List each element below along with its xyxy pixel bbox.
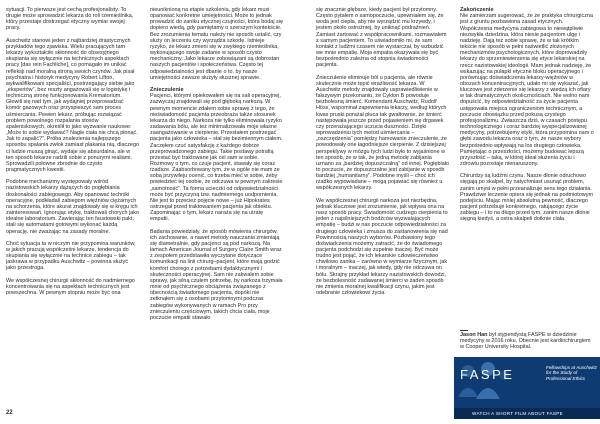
text-column-4 bbox=[460, 7, 594, 327]
paragraph: Znieczulenie eliminuje ból u pacjenta, ale równie skutecznie może tępić wrażliwość lekarza. W Auschwitz metody znajdowały usprawiedliwienie w fałszywym przekonaniu, że Cyklon B powoduje bezbolesną śmierć. Komendant Auschwitz, Rudolf Höss, wspominał zapewnienia lekarzy, według których kwas pruski porażał płuca tak gwałtownie, że śmierć następowała jeszcze przed pojawieniem się drgawek czy przerażającego uczucia duszności. Dzięki wprowadzeniu tych metod uśmiercania – „oszczędzenia” pomiędzy hamowanie znieczulenie, że powodowały one łagodniejsze cierpienie. Z dzisiejszej perspektywy w mózgu tych ludzi było to wyjaśnione w ten sposób, że w tak, że jedną metodę zabijania uznano za „bardziej dopuszczalną” od innej. Pogłębiało to poczucie, że dopuszczalne jest zabijanie w sposób bardziej „humanitarny”. Podobne myśli – choć ich rzadko wypowiadane – mogą pojawiać się również u współczesnych lekarzy. bbox=[316, 74, 449, 192]
paragraph: Podobne mechanizmy występowały wśród nazistowskich lekarzy dążących do pogłębiania doskonałości zabiegowego. Aby opanować techniki operacyjne, podkładali zabiegom więźniów ciężarnych na schorzenia, które akurat znajdowały się w kręgu ich zainteresowań. Ignorując etykę, traktowali chorych jako idealne laboratorium. Zawierając ten faustowski pakt, stali się automatami gotowymi wykonać każdą operację, nie zważając na zasady moralne. bbox=[6, 179, 139, 235]
paragraph: Choć sytuacja ta w niczym nie przypomina warunków, w jakich pracują współcześni lekarze, tendencja do skupiania się wyłącznie na technice zabiegu – tak jaskrawa w przypadku Auschwitz – powinna służyć jako przestroga. bbox=[6, 240, 136, 272]
paragraph: sytuacji. To pierwsze jest cechą profesjonalisty. To drugie może sprowadzić lekarza do roli rzemieślnika, który przestaje dostrzegać etyczny wymiar swojej pracy. bbox=[6, 7, 134, 32]
author-name: Jason Han bbox=[460, 332, 488, 338]
bio-divider bbox=[460, 330, 468, 331]
text-column-1 bbox=[6, 7, 139, 411]
paragraph: We współczesnej chirurgii skłonność do nadmiernego koncentrowania się na aspektach technicznych jest powszechna. W pewnym stopniu może być ona bbox=[6, 277, 135, 296]
faspe-banner[interactable] bbox=[454, 357, 600, 419]
watch-film-link[interactable]: WATCH A SHORT FILM ABOUT FASPE bbox=[454, 408, 600, 419]
paragraph: Auschwitz stanowi jeden z najbardziej drastycznych przykładów tego zjawiska. Wielu pracujących tam lekarzy wykształciło skłonność do obsesyjnego skupiania się wyłącznie na technicznych aspektach pracy [das rein Fachliche], co pomagało im unikać refleksji nad moralną stroną swoich czynów. Jak pisał psychiatra i historyk medycyny Robert Lifton, wykwalifikowani specjaliści, postrzegający siebie jako „ekspertów”, bez reszty angażowali się w logistykę i techniczną stronę funkcjonowania Krematorium. Głowili się nad tym, jak wydajniej przeprowadzać komór gazowych oraz przyspieszyć sam proces uśmiercania. Pewien lekarz, próbując rozwiązać problem powolnego rozpalania stosów spaleniskowych, określił to jako wyzwanie naukowe: „Może to sobie wydawać? Nagie ciała nie chcą płonąć. Jak to zapalić?”. Próba znalezienia najlepszego sposobu spalania zwłok zamiast płakania nią, dlaczego ci ludzie muszą ginąć, wydaje się absurdalna, ale w ten sposób lekarze radzili sobie z ponurymi realiami. Sprowadzili połowne zbrodnie do czysto pragmatycznych kwestii. bbox=[6, 37, 139, 173]
text-column-3 bbox=[316, 7, 449, 411]
text-column-2 bbox=[150, 7, 283, 411]
author-bio-text: był stypendystą FASPE w dziedzinie medycyny w 2016 roku. Obecnie jest kardiochirurgiem w Cooper University Hospital. bbox=[460, 332, 591, 351]
paragraph: Nie zamierzam sugerować, że że praktyka chirurgiczna jest z gruntu pozbawiona zasad etycznych. Współczesna medycyna zabiegowa to niewątpliwie niezwykła dziedzina, która niesie pacjentom ulgę i nadzieję. Dają też sobie sprawę, że w tak krótkim tekście nie sposób w pełni naświetlić złożonych mechanizmów psychologicznych, które doprowadziły lekarzy do sprzeniewierzenia się etyce lekarskiej na rzecz nazistowskiej ideologii. Mam jednak nadzieję, że wskazując na pułapki etyczne bloku operacyjnego i porównując doświadczenia lekarzy-więźniów w obozach koncentracyjnych, udało mi się wykazać, jak kluczowe jest zderzenie się lekarzy z wiedzą ich ofiary w tak dramatycznych okolicznościach. Nie wolno nam dopuścić, by odpowiedzialność za życie pacjenta ustępowała miejsca ograniczeniom technicznym, a poczucie obowiązku przed pokusą czystego profesjonalizmu. Zwłaszcza dziś, w czasach postępu technologicznego i coraz bardziej wyspecjalizowanej medycyny, potrzebujemy etyki, która przypomina nam o głębi zawodu lekarza oraz o tym, że nasze wybory bezpośrednio wpływają na los drugiego człowieka. Pamiętając o przeszłości, możemy budować lepszą przyszłość – taką, w której ideał służenia życiu i zdrowiu pozostaje nienaruszony. bbox=[460, 13, 594, 168]
people-silhouette-icon bbox=[454, 357, 515, 409]
paragraph: się znacznie głębsze, kiedy pacjent był przytomny. Często pytałem o samopoczucie, upewniałem się, że woda jest ciepła, aby nie wyrządzić mu krzywdy, i jestem około ostrożniej, by uniknąć podrażnień. Zamiast żartować z współpracownikami, rozmawiałem z samym pacjentem. To uświadomiło mi, że sam kontakt z ludźmi czasem nie wystarczał, by wzbudzić we mnie empatię. Moja empatia okazywała się być bezpośrednio zależna od stopnia świadomości pacjenta. bbox=[316, 7, 447, 69]
faspe-tagline: Fellowships at Auschwitz for the Study of Professional Ethics bbox=[546, 365, 597, 381]
author-bio bbox=[460, 332, 594, 350]
section-heading-znieczulenie: Znieczulenie bbox=[150, 86, 184, 93]
page-number: 22 bbox=[6, 410, 13, 416]
faspe-logo: FASPE bbox=[460, 367, 515, 382]
paragraph: Chirurdzy są ludźmi czynu. Nasze dłonie odruchowo sięgają po skalpel, by natychmiast usunąć problem, zanim umysł w pełni przeanalizuje sens tego działania. Prawdziwe leczenie opiera się jednak na podmiotowym podejściu. Mając mniej absolutną pewność, dlaczego pacjent potrzebuje konkretnego, ratującego życie zabiegu – i to na długo przed tym, zanim nasze dłonie sięgną kiedyś, a ostra skalpeli dotknie ciała. bbox=[460, 173, 593, 223]
paragraph: Badania powiedziały, że sposób mówienia chirurgów, ich zachowanie, a nawet metody nauczania zmieniają się diametralnie, gdy pacjenci są pod narkozą. Na łamach American Journal of Surgery Claire Smith wraz z zespołem przedstawiła wyczytane dotyczące komunikacji na linii chirurg–pacjent, które mają godzić komfort chorego z potrzebami dydaktycznymi i skuteczności operacyjnej. Sam nie zakwalem sobie sprawy, jak silną czułem potrzebę, by narkoza trzymała mnie od psychicznego obciążenia związanego z obecnością świadomego pacjenta, dopóki nie zetknąłem się z osobami przytomnymi podczas zabiegów wykonywanych w ramach Pro przy znieczuleniu częściowym, takich chcia ciała, moje poczucie empatii stawało bbox=[150, 228, 283, 321]
paragraph: nieuniknioną na etapie szkolenia, gdy lekarz musi opanować konkretne umiejętności. Może to jednak prowadzić do zaniku etycznej czujności, która bodaj się dopiero wiedą, gdy pamiętamy o szerszym kontekście. Bez zrozumienia tematu należy nie sposób ustalić, czy służy on leczeniu czy wyrządza szkodę. Istnieje ryzyko, że lekarz zmieni się w zwykłego rzemieślnika, wykonującego swoje zadanie w sposób czysto mechaniczny. Jako lekarze zobowiązani są dobrostan naszych pacjentów i społeczeństwa. Często tej odpowiedzialności jest dbanie o to, by nasze umiejętności zawsze służyły słusznej sprawie. bbox=[150, 7, 283, 81]
paragraph: We współczesnej chirurgii narkoza jest niezbędna, jednak kluczowe jest zrozumienie, jak wpływa ona na nasz sposób pracy. Świadomość cudzego cierpienia to jeden z najsilniejszych bodźców wyzwalających empatię – budzi w nas poczucie odpowiedzialności za drugiego człowieka i zmusza do zastanowienia się nad Powinnością naszych wyborów. Pozbawiony tego doświadczenia możemy zatracić, że do świadomego pacjenta podchodzi się zupełnie inaczej. Być może trudno jest pojąć, że ich lekarskie człowieczeństwo chwilowo zanika – zarówno w wymiarze fizycznym, jak i moralnym – inaczej, jak wtedy, gdy nie odczuwa on bólu. Skrajny przykład lekarzy nazistowskich dowodzi, że bezbolesność zadawanej śmierci w żaden sposób nie zmienia moralnej kwalifikacji czynu, jakim jest odebranie człowiekowi życia. bbox=[316, 197, 448, 297]
paragraph: Pacjenci, którymi opiekowałem się na sali operacyjnej, zazwyczaj znajdowali się pod głęboką narkozą. W pewnym momencie zdałem sobie sprawę z tego, że nieświadomość pacjenta przeobraża także stosunek lekarza do niego. Narkoza nie tylko eliminowała ryzyko zadawania bólu, ale też minimalizowała moje własne zaangażowanie w cierpienie. Przestałem postrzegać pacjenta jako człowieka – stał się bezimiennym ciałem. Zaczęłem czuć satysfakcję z każdego dobrze przeprowadzonego zabiegu. Takie postawy potrafią przestać być traktowane jak cel sam w sobie. Rozmowy o tym, co czuje pacjent, stawały się coraz rzadsze. Zaabsorbowany tym, że w ogóle nie mam ze sobą przywileju ocenić, co trzeba mieć w sobie, żeby powiedzieć tej osobie, że odczuwa w pewnym zakresie „samotność”. Ta forma ucieczki od odpowiedzialności może być przyczyną tzw. nadmiernego uodpornienia. Nie jest to przecież pojęcie nowe – już Hipokrates ostrzegał przed traktowaniem pacjenta jak obiektu. Zapominając o tym, lekarz naraża się na utratę empatii. bbox=[150, 93, 283, 223]
section-heading-zakonczenie: Zakończenie bbox=[460, 7, 494, 13]
